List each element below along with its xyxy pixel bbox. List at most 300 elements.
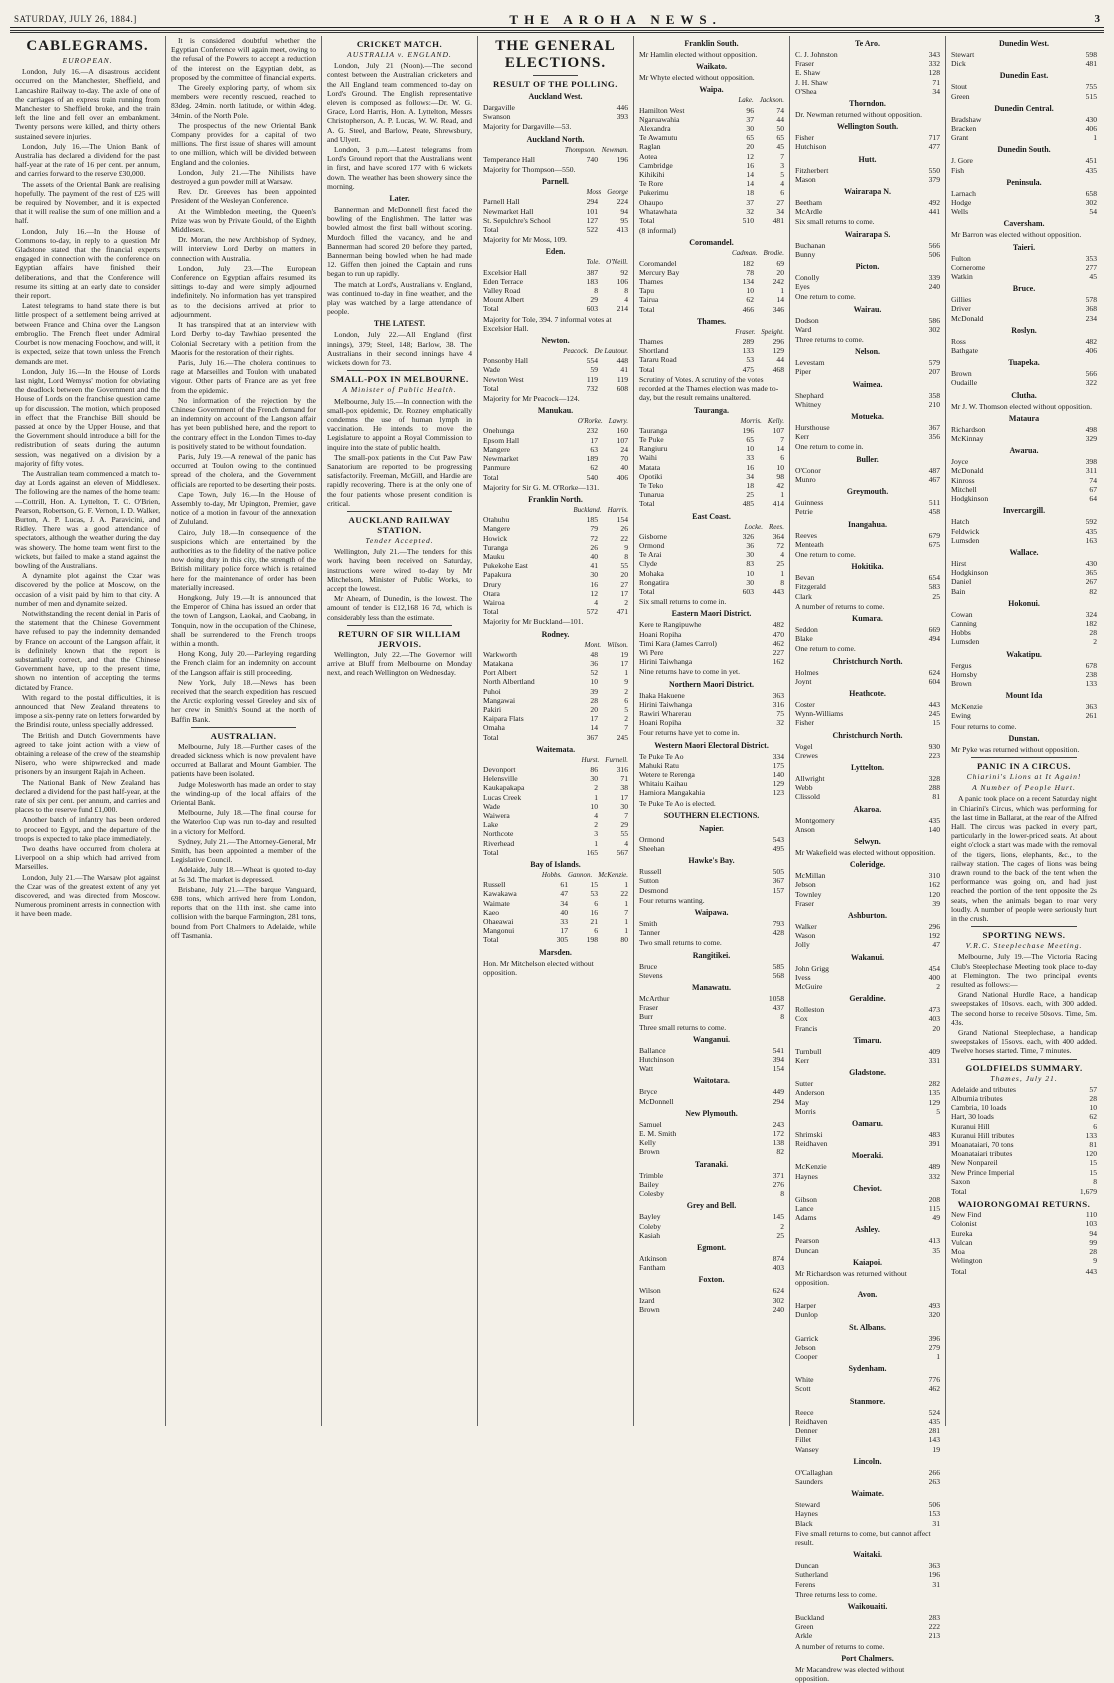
result-row [951,1177,1097,1186]
result-value: 40 [620,463,628,473]
electorate-section [639,811,784,853]
result-name: Total [483,607,499,617]
electorate-name: Manukau. [537,406,574,416]
electorate-section [795,860,940,908]
electorate-name: Heathcote. [849,688,886,698]
electorate-name: Waitaki. [852,1550,883,1560]
result-name: Panmure [483,463,510,473]
result-value: 5 [936,1106,940,1116]
result-value: 86 [590,764,598,774]
article-paragraph: New York, July 18.—News has been received that the search expedition has rescued the Arctic exploring vessel Greeley and six of her crew in Smith's Sound at the north of Baffin Bank. [171,677,316,724]
result-name: Wade [483,801,501,811]
result-value: 277 [1085,262,1097,272]
electorate-section [951,358,1097,387]
result-row [951,1168,1097,1177]
result-name: Lucas Creek [483,792,522,802]
result-value: 2 [624,597,628,607]
result-name: Valley Road [483,286,521,296]
result-name: Atkinson [639,1253,667,1263]
result-row [483,277,628,286]
result-name: Mahuki Ratu [639,760,679,770]
candidate-header: De Lautour. [594,347,628,356]
result-value: 20 [776,267,784,277]
result-name: Oudaille [951,378,978,388]
article-paragraph: Hongkong, July 19.—It is announced that the Emperor of China has issued an order that the town of Langson, Laokai, and Caobang, in Tonquin, now in the occupation of the Chinese, shall be surrendered to the French troops within a month. [171,592,316,648]
article-paragraph: Cape Town, July 16.—In the House of Assembly to-day, Mr Upington, Premier, gave notice of a motion in favour of the annexation of Zululand. [171,489,316,527]
result-row [795,250,940,259]
result-row [951,517,1097,526]
result-name: Fillet [795,1435,812,1445]
result-name: Brown [951,369,972,379]
electorate-name: Wairau. [853,304,882,314]
result-row [639,578,784,587]
result-value: 28 [1089,1094,1097,1104]
electorate-name: Thames. [696,316,727,326]
result-value: 624 [772,1286,784,1296]
result-name: Matata [639,462,661,472]
result-name: New Find [951,1210,982,1220]
result-row [639,1212,784,1221]
result-name: Kaukapakapa [483,783,525,793]
result-value: 451 [1085,156,1097,166]
result-value: 328 [928,773,940,783]
result-value: 14 [590,723,598,733]
result-row [951,1158,1097,1167]
result-row [483,552,628,561]
result-value: 387 [586,267,598,277]
result-row [795,931,940,940]
candidate-header: Newman. [601,145,628,154]
result-value: 6 [624,695,628,705]
result-row [951,1122,1097,1131]
result-row [483,384,628,393]
result-name: Feldwick [951,526,980,536]
electorate-section [795,230,940,259]
marsden-note: Hon. Mr Mitchelson elected without opposition. [483,958,594,977]
result-row [483,454,628,463]
result-row [639,1254,784,1263]
electorate-section [639,1243,784,1272]
result-row [639,709,784,718]
result-value: 53 [590,889,598,899]
electorate-name: Lincoln. [853,1456,882,1466]
electorate-name: Mount Ida [1005,691,1043,701]
result-value: 296 [928,921,940,931]
electorate-section [639,609,784,676]
electorate-section [795,657,940,686]
result-name: Samuel [639,1119,662,1129]
result-row [483,687,628,696]
electorate-name: Thorndon. [849,99,886,109]
electorate-section [951,284,1097,323]
result-row [483,112,628,121]
result-row [795,207,940,216]
electorate-name: Waikato. [696,62,727,72]
result-value: 598 [1085,50,1097,59]
result-name: Duncan [795,1561,819,1571]
result-name: Kinross [951,475,975,485]
article-paragraph: The assets of the Oriental Bank are realising hopefully. The payment of the rest of £25 will be required by November, and it is expected that it will realise the sum of one million and a half. [15,179,160,226]
electorate-name: Grey and Bell. [686,1201,737,1211]
result-value: 522 [586,225,598,235]
result-value: 567 [616,847,628,857]
candidate-header: Jackson. [759,96,784,105]
result-name: Alburnia tributes [951,1094,1003,1104]
result-row [795,1014,940,1023]
result-name: McArthur [639,994,670,1004]
electorate-section [483,406,628,492]
result-name: Cowan [951,609,973,619]
result-row [483,356,628,365]
electorate-name: Clutha. [1011,390,1037,400]
result-value: 294 [586,197,598,207]
result-value: 339 [928,273,940,283]
result-name: Kerr [795,432,809,442]
result-value: 603 [586,304,598,314]
result-row [483,598,628,607]
result-row [951,304,1097,313]
result-row [795,982,940,991]
result-row [795,432,940,441]
result-value: 4 [780,179,784,189]
result-name: Mangere [483,524,510,534]
result-row [483,155,628,164]
column-elections [478,36,634,1426]
result-value: 448 [616,356,628,366]
electorate-name: Ashley. [855,1225,880,1235]
result-value: 57 [1089,1084,1097,1094]
result-value: 406 [616,472,628,482]
result-value: 30 [590,774,598,784]
result-row [483,445,628,454]
result-value: 65 [746,133,754,143]
result-name: Helensville [483,774,518,784]
electorate-name: Taieri. [1012,242,1036,252]
result-name: Wairoa [483,597,505,607]
result-name: Gillies [951,295,972,305]
result-value: 32 [746,206,754,216]
result-row [639,216,784,225]
result-value: 208 [928,1194,940,1204]
result-name: Hornsby [951,669,978,679]
electorate-name: Western Maori Electoral District. [654,740,769,750]
result-name: E. M. Smith [639,1129,677,1139]
result-value: 283 [928,1612,940,1622]
result-value: 10 [590,801,598,811]
result-name: Duncan [795,1245,819,1255]
result-value: 8 [1093,1176,1097,1186]
result-row [795,1343,940,1352]
result-name: Aotea [639,151,658,161]
result-row [639,559,784,568]
result-name: Levestam [795,358,825,368]
result-name: Sutton [639,876,659,886]
result-note: Mr Pyke was returned without opposition. [951,744,1080,754]
electorate-subname: Napier. [699,823,724,833]
article-paragraph: Grand National Hurdle Race, a handicap sweepstakes of 10sovs. each, with 300 added. The second horse to receive 50sovs. Time, 5m. 43s. [951,990,1097,1027]
result-note: Mr Macandrew was elected without opposition. [795,1664,905,1683]
result-value: 441 [928,207,940,217]
result-row [951,1247,1097,1256]
electorate-section [483,630,628,742]
result-row [639,435,784,444]
result-row [483,197,628,206]
candidate-headers [483,641,628,650]
result-row [483,580,628,589]
result-name: Reeves [795,530,817,540]
electorate-section [795,155,940,184]
electorate-section [951,104,1097,143]
result-value: 96 [746,105,754,115]
polling-subtitle: RESULT OF THE POLLING. [493,79,618,89]
result-value: 63 [590,444,598,454]
electorate-section [795,487,940,516]
result-row [795,1130,940,1139]
electorate-section [795,805,940,834]
result-value: 28 [1089,628,1097,638]
result-value: 572 [586,607,598,617]
result-name: Blake [795,634,813,644]
electorate-name: Invercargill. [1002,506,1046,516]
result-value: 443 [772,586,784,596]
result-row [795,1570,940,1579]
result-row [483,570,628,579]
result-value: 36 [590,658,598,668]
result-value: 316 [772,699,784,709]
result-value: 1 [780,490,784,500]
result-row [483,304,628,313]
result-name: Opotiki [639,471,663,481]
result-value: 25 [746,490,754,500]
result-name: Swanson [483,112,511,122]
electorate-section [639,856,784,905]
result-value: 4 [624,295,628,305]
electorate-name: Dunedin West. [998,39,1050,48]
article-paragraph: London, July 23.—The European Conference on Egyptian affairs resumed its sittings to-day and were simply adjourned indefinitely. No information has yet transpired as to the decisions arrived at prior to adjournment. [171,263,316,319]
electorate-section [795,731,940,760]
electorate-name: Rangitikei. [692,950,731,960]
result-value: 396 [928,1333,940,1343]
electorate-name: Eden. [545,247,566,257]
result-row [795,973,940,982]
result-value: 133 [1085,1130,1097,1140]
electorate-name: Selwyn. [854,836,881,846]
article-paragraph: The prospectus of the new Oriental Bank Company provides for a capital of two millions. The first issue of shares will amount to one million, which will be divided between England and the colonies. [171,120,316,167]
electorate-name: Hutt. [858,154,877,164]
page-header [10,6,1104,28]
result-row [795,1213,940,1222]
result-name: Sheehan [639,844,665,854]
cablegram-paragraphs [15,67,160,918]
article-paragraph: London, July 16.—The Union Bank of Australia has declared a dividend for the past half-year at the rate of 16 per cent. per annum, and carries forward to the reserve £30,000. [15,141,160,179]
result-row [951,369,1097,378]
electorate-name: Oamaru. [852,1119,883,1129]
result-value: 755 [1085,82,1097,92]
result-value: 592 [1085,517,1097,527]
result-name: Morris [795,1106,816,1116]
electorate-section [795,1258,940,1287]
result-value: 367 [586,732,598,742]
result-value: 14 [776,444,784,454]
section-rule [971,757,1077,758]
result-row [483,829,628,838]
electorate-section [639,62,784,82]
result-row [483,216,628,225]
electorate-name: Dunstan. [1008,733,1040,743]
result-value: 41 [590,561,598,571]
result-value: 37 [746,197,754,207]
electorate-name: Peninsula. [1006,177,1042,187]
result-row [795,1088,940,1097]
result-name: Tanner [639,928,660,938]
result-row [483,926,628,935]
electorate-section [639,1275,784,1314]
result-name: Total [483,847,499,857]
result-row [795,1426,940,1435]
result-value: 7 [780,151,784,161]
electorate-section [951,446,1097,503]
later-paragraphs [327,205,472,316]
result-note: One return to come in. [795,442,864,452]
result-value: 267 [1085,577,1097,587]
result-name: Ormond [639,834,665,844]
result-value: 263 [928,1476,940,1486]
electorate-name: Te Aro. [855,39,880,48]
electorate-section [951,243,1097,282]
result-row [951,92,1097,101]
result-value: 2 [624,686,628,696]
result-name: Ross [951,336,966,346]
result-value: 29 [590,295,598,305]
result-name: Mangonui [483,926,515,936]
result-value: 53 [746,355,754,365]
result-row [951,1085,1097,1094]
result-name: McKinnay [951,434,984,444]
result-value: 1 [624,880,628,890]
result-row [639,835,784,844]
result-row [795,751,940,760]
result-name: J. Gore [951,156,973,166]
electorate-name: SOUTHERN ELECTIONS. [663,810,760,820]
result-value: 94 [620,206,628,216]
result-name: Kasiah [639,1230,661,1240]
result-value: 37 [746,114,754,124]
result-note: Mr J. W. Thomson elected without opposition. [951,401,1092,411]
result-row [639,179,784,188]
result-name: Steward [795,1500,820,1510]
result-row [951,494,1097,503]
result-name: Bunny [795,249,816,259]
result-name: Fitzherbert [795,165,829,175]
result-name: Epsom Hall [483,435,520,445]
result-value: 5 [780,170,784,180]
result-name: Onehunga [483,426,515,436]
result-row [639,587,784,596]
result-value: 20 [620,570,628,580]
result-row [639,259,784,268]
result-row [951,115,1097,124]
result-value: 363 [1085,702,1097,712]
result-name: Lumsden [951,535,980,545]
result-name: Haynes [795,1171,818,1181]
result-value: 320 [928,1310,940,1320]
result-name: Newton West [483,374,524,384]
result-name: Coleby [639,1221,661,1231]
result-value: 16 [590,907,598,917]
result-row [795,507,940,516]
result-name: Otahuhu [483,515,510,525]
result-row [951,263,1097,272]
result-row [639,1222,784,1231]
candidate-headers [639,523,784,532]
result-name: Bailey [639,1179,659,1189]
result-name: Howick [483,533,508,543]
result-value: 732 [586,383,598,393]
result-row [483,463,628,472]
result-value: 1 [624,926,628,936]
result-name: Mangere [483,444,510,454]
article-paragraph: Melbourne, July 15.—In connection with the small-pox epidemic, Dr. Rozney emphatically condemns the use of human lymph in vaccination. He intends to move the Legislature to appoint a Royal Commission to inquire into the state of public health. [327,396,472,452]
section-rule [533,75,578,76]
result-name: McGuire [795,982,823,991]
result-name: Eyes [795,282,810,292]
result-name: O'Callaghan [795,1467,833,1477]
result-row [795,774,940,783]
electorate-section [639,1201,784,1240]
australian-title: AUSTRALIAN. [210,730,277,741]
result-row [795,475,940,484]
result-name: Brown [951,678,972,688]
result-value: 133 [742,346,754,356]
article-paragraph: Rev. Dr. Greeves has been appointed President of the Wesleyan Conference. [171,187,316,206]
result-row [483,935,628,944]
result-value: 28 [1089,1247,1097,1257]
result-row [639,886,784,895]
result-value: 1 [624,917,628,927]
electorate-name: Foxton. [698,1275,725,1285]
result-value: 25 [776,559,784,569]
result-name: Russell [483,880,506,890]
result-row [951,577,1097,586]
result-name: Vulcan [951,1237,973,1247]
result-row [951,425,1097,434]
result-name: Bain [951,586,966,596]
result-name: John Grigg [795,963,829,973]
result-row [951,1149,1097,1158]
result-value: 189 [586,454,598,464]
result-name: E. Shaw [795,68,821,78]
result-row [639,161,784,170]
result-value: 33 [560,917,568,927]
result-row [639,106,784,115]
result-row [639,761,784,770]
result-name: Mason [795,174,816,184]
result-value: 413 [928,1236,940,1246]
electorate-section [795,1068,940,1116]
waiorongomai-title: WAIORONGOMAI RETURNS. [957,1199,1091,1210]
electorate-section [951,548,1097,596]
result-row [795,87,940,96]
result-row [795,1139,940,1148]
result-value: 80 [620,935,628,945]
result-row [795,391,940,400]
result-name: Jebson [795,880,816,890]
candidate-headers [483,258,628,267]
result-row [483,774,628,783]
result-value: 435 [928,1416,940,1426]
result-value: 50 [776,124,784,134]
electorate-name: Taranaki. [694,1159,729,1169]
